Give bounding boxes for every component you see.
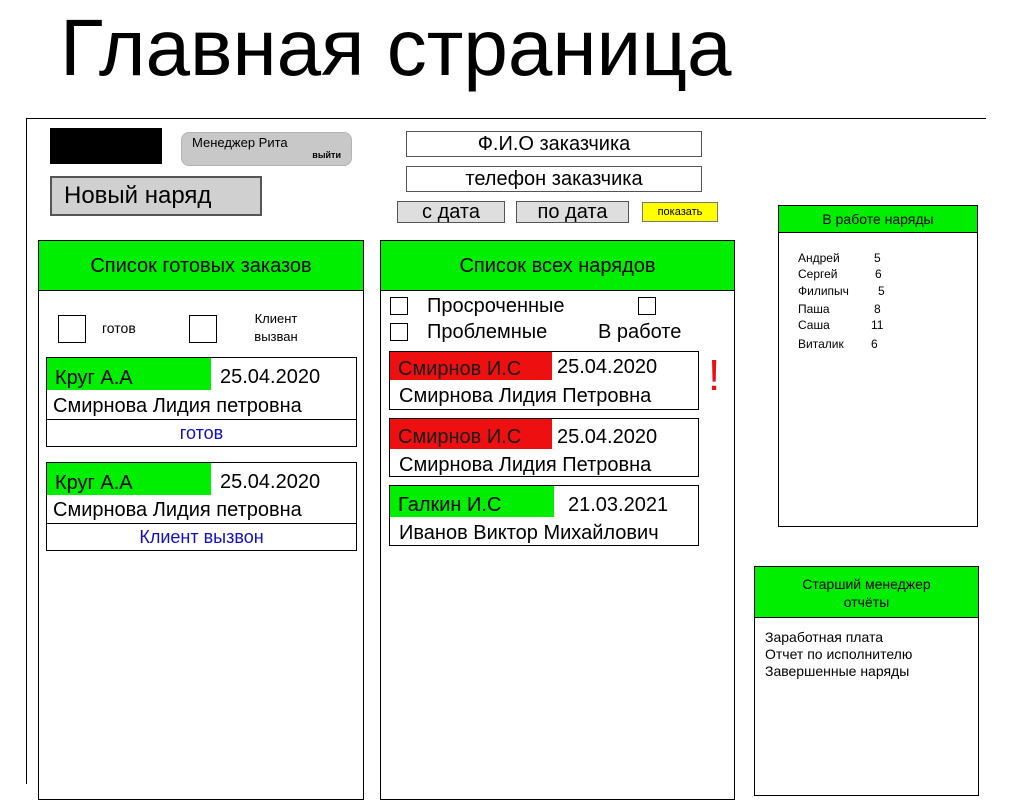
card-master: Смирнов И.С: [390, 352, 552, 380]
card-master: Круг А.А: [47, 358, 211, 390]
card-master: Круг А.А: [47, 463, 211, 495]
in-work-checkbox-label: В работе: [598, 321, 682, 343]
card-master: Смирнов И.С: [390, 419, 552, 449]
worker-row: [798, 252, 840, 264]
frame-left-divider: [26, 118, 27, 784]
problem-checkbox[interactable]: [390, 323, 408, 341]
frame-top-divider: [26, 118, 986, 119]
worker-row: [798, 285, 849, 297]
worker-row: [798, 303, 830, 315]
overdue-checkbox-label: Просроченные: [427, 295, 565, 317]
date-from-field[interactable]: с дата: [397, 201, 505, 223]
date-to-field[interactable]: по дата: [516, 201, 629, 223]
card-status: Клиент вызвон: [47, 523, 356, 551]
customer-name-field[interactable]: Ф.И.О заказчика: [406, 131, 702, 157]
worker-count: 6: [871, 337, 878, 351]
card-client: Смирнова Лидия петровна: [53, 395, 302, 417]
report-salary-link[interactable]: Заработная плата: [765, 629, 883, 645]
card-client: Иванов Виктор Михайлович: [399, 522, 659, 544]
card-master: Галкин И.С: [390, 486, 554, 517]
logout-link[interactable]: выйти: [312, 150, 341, 160]
ready-orders-title: Список готовых заказов: [39, 241, 363, 291]
worker-name: Филипыч: [798, 284, 849, 298]
card-status: готов: [47, 419, 356, 447]
senior-manager-title: Старший менеджер отчёты: [755, 567, 978, 618]
worker-row: [798, 268, 838, 280]
worker-count: 11: [871, 318, 884, 332]
in-work-checkbox[interactable]: [638, 297, 656, 315]
worker-count: 5: [874, 251, 881, 265]
problem-checkbox-label: Проблемные: [427, 321, 548, 343]
worker-name: Виталик: [798, 337, 844, 351]
order-card[interactable]: [389, 351, 699, 410]
manager-name: Менеджер Рита: [192, 135, 288, 150]
worker-name: Андрей: [798, 251, 840, 265]
order-card[interactable]: [389, 485, 699, 546]
in-work-title: В работе наряды: [779, 206, 977, 233]
worker-row: [798, 319, 830, 331]
card-date: 21.03.2021: [568, 494, 669, 516]
senior-manager-panel: [754, 566, 979, 796]
client-called-checkbox-label: Клиент вызван: [254, 311, 298, 344]
page-title: Главная страница: [60, 3, 732, 92]
card-date: 25.04.2020: [557, 356, 658, 378]
worker-name: Паша: [798, 302, 830, 316]
worker-count: 8: [874, 302, 881, 316]
show-button[interactable]: показать: [642, 202, 718, 222]
customer-phone-field[interactable]: телефон заказчика: [406, 166, 702, 192]
logo: [50, 128, 162, 164]
card-date: 25.04.2020: [220, 366, 321, 388]
manager-badge: [181, 132, 352, 166]
warning-mark: !: [708, 351, 721, 400]
client-called-checkbox[interactable]: [189, 315, 217, 343]
all-orders-title: Список всех нарядов: [381, 241, 734, 291]
ready-checkbox-label: готов: [102, 320, 136, 336]
card-date: 25.04.2020: [220, 471, 321, 493]
order-card[interactable]: [389, 418, 699, 477]
worker-count: 6: [875, 267, 882, 281]
report-completed-link[interactable]: Завершенные наряды: [765, 663, 910, 679]
ready-order-card[interactable]: [46, 357, 357, 447]
overdue-checkbox[interactable]: [390, 297, 408, 315]
ready-checkbox[interactable]: [58, 315, 86, 343]
card-client: Смирнова Лидия петровна: [53, 499, 302, 521]
worker-name: Саша: [798, 318, 830, 332]
worker-row: [798, 338, 844, 350]
worker-name: Сергей: [798, 267, 838, 281]
worker-count: 5: [878, 284, 885, 298]
ready-order-card[interactable]: [46, 462, 357, 551]
report-by-executor-link[interactable]: Отчет по исполнителю: [765, 646, 913, 662]
new-order-button[interactable]: Новый наряд: [50, 176, 262, 216]
card-client: Смирнова Лидия Петровна: [399, 385, 652, 407]
card-client: Смирнова Лидия Петровна: [399, 454, 652, 476]
card-date: 25.04.2020: [557, 426, 658, 448]
